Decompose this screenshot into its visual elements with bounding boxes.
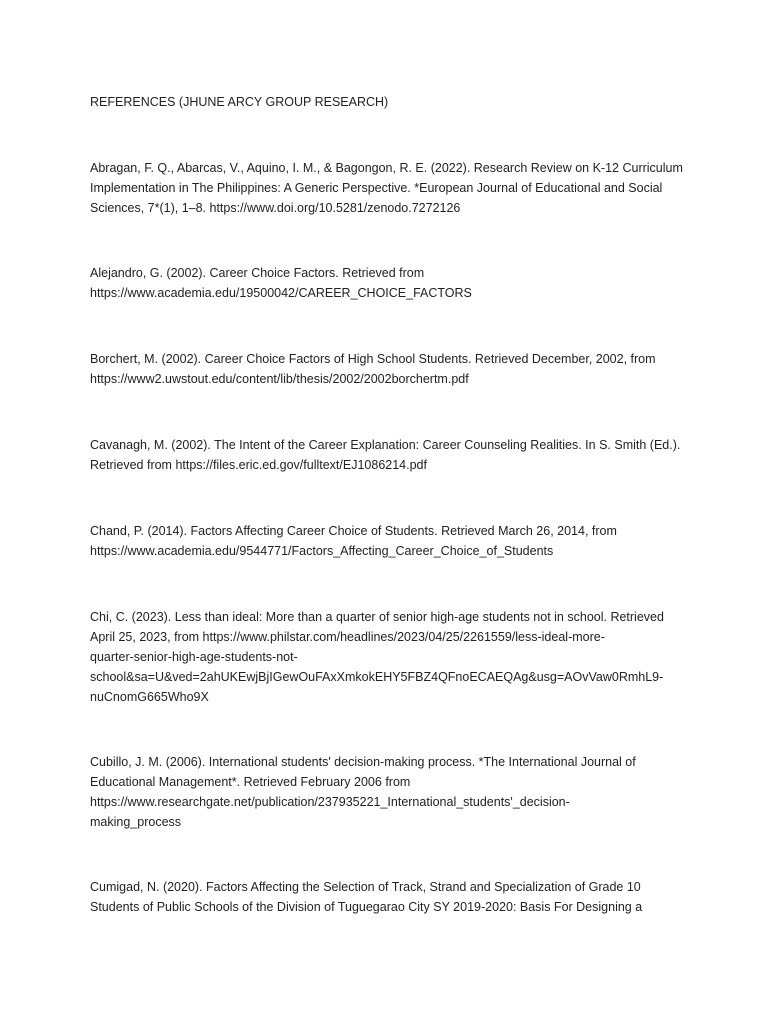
reference-line: Abragan, F. Q., Abarcas, V., Aquino, I. M., & Bagongon, R. E. (2022). Research Review on K-12 Curriculum	[90, 161, 683, 175]
reference-line: Alejandro, G. (2002). Career Choice Factors. Retrieved from	[90, 266, 425, 280]
reference-entry	[90, 435, 690, 475]
reference-entry	[90, 752, 690, 832]
reference-line: Chi, C. (2023). Less than ideal: More than a quarter of senior high-age students not in school. Retrieved	[90, 610, 664, 624]
reference-line: https://www2.uwstout.edu/content/lib/thesis/2002/2002borchertm.pdf	[90, 372, 469, 386]
reference-entry	[90, 607, 690, 707]
reference-entry	[90, 349, 690, 389]
reference-line: school&sa=U&ved=2ahUKEwjBjIGewOuFAxXmkokEHY5FBZ4QFnoECAEQAg&usg=AOvVaw0RmhL9-	[90, 670, 664, 684]
reference-line: https://www.researchgate.net/publication/237935221_International_students'_decision-	[90, 795, 570, 809]
reference-line: Cavanagh, M. (2002). The Intent of the Career Explanation: Career Counseling Realities. In S. Smith (Ed.).	[90, 438, 681, 452]
reference-entry	[90, 263, 690, 303]
reference-line: Sciences, 7*(1), 1–8. https://www.doi.org/10.5281/zenodo.7272126	[90, 201, 461, 215]
reference-line: Retrieved from https://files.eric.ed.gov/fulltext/EJ1086214.pdf	[90, 458, 427, 472]
reference-line: Cumigad, N. (2020). Factors Affecting the Selection of Track, Strand and Specialization of Grade 10	[90, 880, 641, 894]
reference-line: Implementation in The Philippines: A Generic Perspective. *European Journal of Educational and Social	[90, 181, 663, 195]
reference-entry	[90, 521, 690, 561]
reference-line: Chand, P. (2014). Factors Affecting Career Choice of Students. Retrieved March 26, 2014, from	[90, 524, 617, 538]
reference-line: nuCnomG665Who9X	[90, 690, 209, 704]
reference-line: Educational Management*. Retrieved February 2006 from	[90, 775, 411, 789]
reference-line: Students of Public Schools of the Division of Tuguegarao City SY 2019-2020: Basis For Designing a	[90, 900, 643, 914]
reference-line: making_process	[90, 815, 182, 829]
reference-line: https://www.academia.edu/19500042/CAREER_CHOICE_FACTORS	[90, 286, 472, 300]
reference-line: April 25, 2023, from https://www.philstar.com/headlines/2023/04/25/2261559/less-ideal-more-	[90, 630, 605, 644]
reference-entry	[90, 158, 690, 218]
reference-line: https://www.academia.edu/9544771/Factors_Affecting_Career_Choice_of_Students	[90, 544, 554, 558]
reference-line: quarter-senior-high-age-students-not-	[90, 650, 298, 664]
reference-entry	[90, 877, 690, 917]
reference-line: Cubillo, J. M. (2006). International students' decision-making process. *The International Journal of	[90, 755, 636, 769]
reference-line: Borchert, M. (2002). Career Choice Factors of High School Students. Retrieved December, 2002, from	[90, 352, 656, 366]
document-title: REFERENCES (JHUNE ARCY GROUP RESEARCH)	[90, 95, 389, 109]
